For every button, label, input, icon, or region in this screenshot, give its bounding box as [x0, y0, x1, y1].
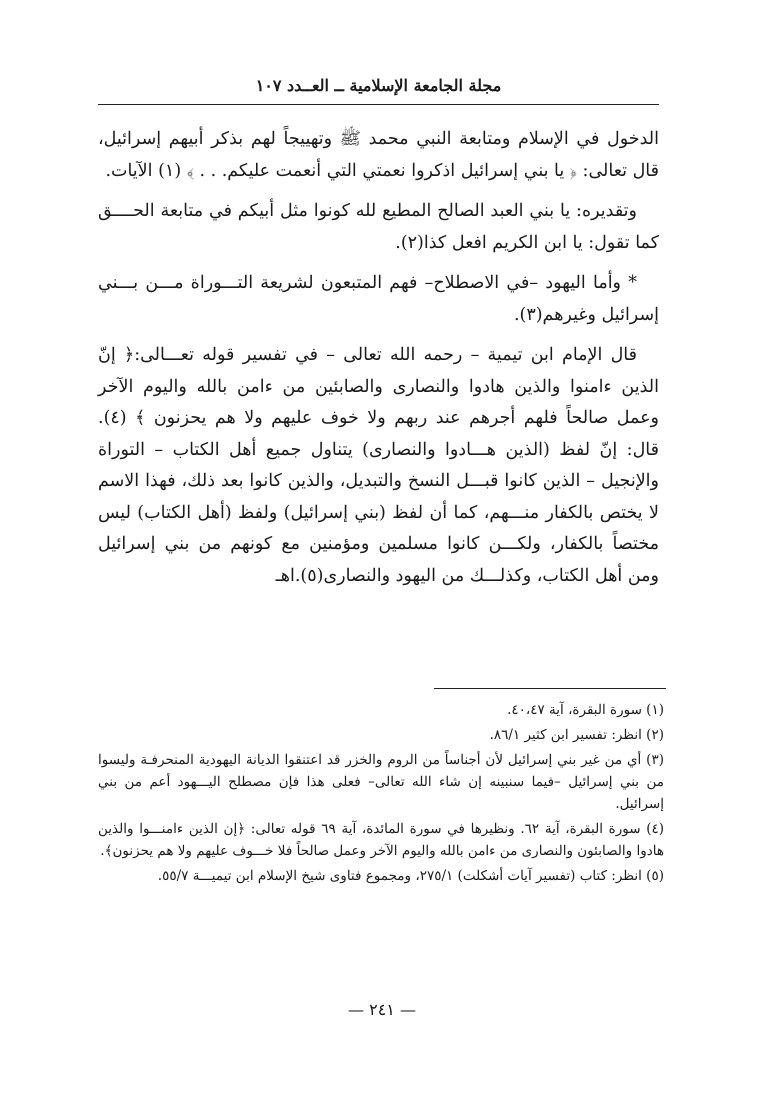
paragraph-2: وتقديره: يا بني العبد الصالح المطيع لله كونوا مثل أبيكم في متابعة الحــــق كما تقول: يا ابن الكريم افعل كذا(٢). — [98, 201, 659, 253]
main-text — [98, 124, 659, 601]
footnote-1: (١) سورة البقرة، آية ٤٠،٤٧. — [507, 702, 664, 718]
header-divider — [98, 104, 659, 105]
page-number: — ٢٤١ — — [348, 1000, 416, 1019]
footnote-3: (٣) أي من غير بني إسرائيل لأن أجناساً من الروم والخزر قد اعتنقوا الديانة اليهودية المنحرفـة وليسوا من بني إسرائيل –فيما سنبينه إن شاء الله تعالى– فعلى هذا فإن مصطلح اليـــهود أعم من بني إسرائيل. — [98, 752, 664, 812]
paragraph-4: قال الإمام ابن تيمية – رحمه الله تعالى – في تفسير قوله تعـــالى:﴿ إنّ الذين ءامنوا والذين هادوا والنصارى والصابئين من ءامن بالله واليوم الآخر وعمل صالحاً فلهم أجرهم عند ربهم ولا خوف عليهم ولا هم يحزنون ﴾ (٤). قال: إنّ لفظ (الذين هـــادوا والنصارى) يتناول جميع أهل الكتاب – التوراة والإنجيل – الذين كانوا قبـــل النسخ والتبديل، والذين كانوا بعد ذلك، فهذا الاسم لا يختص بالكفار منـــهم، كما أن لفظ (بني إسرائيل) ولفظ (أهل الكتاب) ليس مختصاً بالكفار، ولكـــن كانوا مسلمين ومؤمنين مع كونهم من بني إسرائيل ومن أهل الكتاب، وكذلـــك من اليهود والنصارى(٥).اهـ — [98, 345, 659, 586]
footnotes — [98, 699, 664, 890]
running-header: مجلة الجامعة الإسلامية ــ العــدد ١٠٧ — [255, 76, 502, 95]
footnote-4: (٤) سورة البقرة، آية ٦٢. ونظيرها في سورة المائدة، آية ٦٩ قوله تعالى: ﴿إن الذين ءامنـــوا والذين هادوا والصابئون والنصارى من ءامن بالله واليوم الآخر وعمل صالحاً فلا خـــوف عليهم ولا هم يحزنون﴾. — [98, 821, 665, 859]
paragraph-1: الدخول في الإسلام ومتابعة النبي محمد ﷺ وتهييجاً لهم بذكر أبيهم إسرائيل، قال تعالى: ﴿ يا بني إسرائيل اذكروا نعمتي التي أنعمت عليكم. . . ﴾ (١) الآيات. — [98, 129, 659, 181]
footnote-divider — [434, 688, 666, 689]
footnote-5: (٥) انظر: كتاب (تفسير آيات أشكلت) ٢٧٥/١، ومجموع فتاوى شيخ الإسلام ابن تيميـــة ٥٥/٧. — [157, 868, 664, 884]
footnote-2: (٢) انظر: تفسير ابن كثير ٨٦/١. — [489, 727, 664, 743]
paragraph-3: * وأما اليهود –في الاصطلاح– فهم المتبعون لشريعة التـــوراة مـــن بـــني إسرائيل وغيرهم(٣). — [98, 273, 659, 325]
